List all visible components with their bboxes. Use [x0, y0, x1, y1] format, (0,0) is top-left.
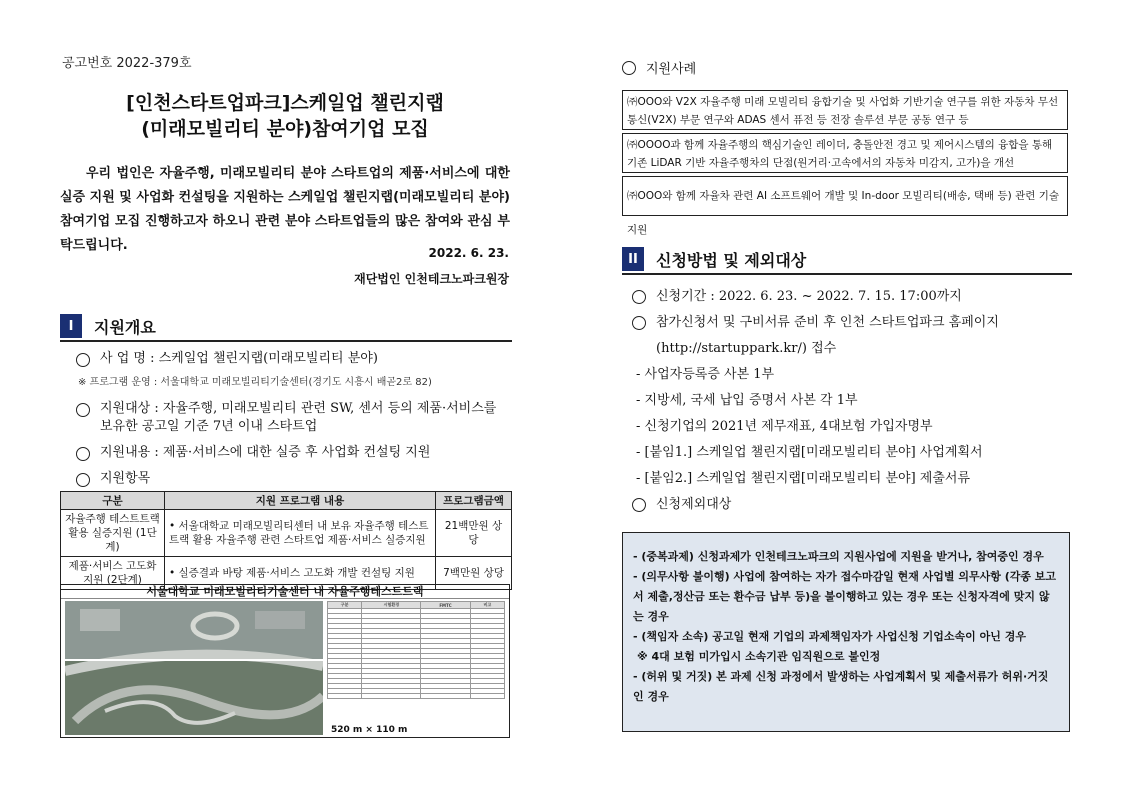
bullet-circle-icon [632, 290, 646, 304]
example-text: ㈜OOO와 함께 자율차 관련 AI 소프트웨어 개발 및 In-door 모빌리티(배송, 택배 등) 관련 기술 지원 [627, 190, 1060, 236]
bullet-circle-icon [76, 473, 90, 487]
section-2-underline [622, 273, 1072, 275]
bullet-circle-icon [76, 447, 90, 461]
table-row [61, 510, 512, 557]
list-item: 신청제외대상 [632, 492, 1072, 518]
intro-text: 우리 법인은 자율주행, 미래모빌리티 분야 스타트업의 제품·서비스에 대한 실증 지원 및 사업화 컨설팅을 지원하는 스케일업 챌린지랩(미래모빌리티 분야)참여기업 모집 진행하고자 하오니 관련 분야 스타트업들의 많은 참여와 관심 부탁드립니다. [60, 166, 510, 253]
table-cell: 7백만원 상당 [436, 557, 512, 590]
table-cell: • 서울대학교 미래모빌리티센터 내 보유 자율주행 테스트 트랙 활용 자율주행 관련 스타트업 제품·서비스 실증지원 [165, 510, 436, 557]
mini-table-header: 구분 [328, 602, 362, 609]
mini-table-header: FMTC [421, 602, 470, 609]
list-item: 지원내용 : 제품·서비스에 대한 실증 후 사업화 컨설팅 지원 [76, 444, 508, 462]
mini-table [327, 601, 505, 699]
example-box [622, 176, 1068, 236]
track-dimension: 520 m × 110 m [331, 725, 408, 735]
bullet-circle-icon [76, 353, 90, 367]
exclusion-item: - (책임자 소속) 공고일 현재 기업의 과제책임자가 사업신청 기업소속이 아닌 경우 [633, 630, 1026, 643]
exclusion-item: - (의무사항 불이행) 사업에 참여하는 자가 접수마감일 현재 사업별 의무사항 (각종 보고서 제출,정산금 또는 환수금 납부 등)을 불이행하고 있는 경우 또는 신청자격에 맞지 않는 경우 [633, 570, 1057, 623]
example-text: ㈜OOO와 V2X 자율주행 미래 모빌리티 융합기술 및 사업화 기반기술 연구를 위한 자동차 무선통신(V2X) 부문 연구와 ADAS 센서 퓨전 등 전장 솔루션 부문 공동 연구 등 [627, 96, 1059, 126]
table-header: 프로그램금액 [436, 492, 512, 510]
section-1-number: I [60, 314, 82, 338]
support-overview-list [76, 350, 508, 488]
example-box [622, 90, 1068, 130]
table-cell: 21백만원 상당 [436, 510, 512, 557]
list-note: ※ 프로그램 운영 : 서울대학교 미래모빌리티기술센터(경기도 시흥시 배곧2로 82) [78, 377, 432, 388]
bullet-circle-icon [632, 498, 646, 512]
section-2-title: 신청방법 및 제외대상 [656, 250, 807, 270]
test-track-figure [60, 584, 510, 738]
doc-item: - 지방세, 국세 납입 증명서 사본 각 1부 [636, 393, 858, 408]
examples-label: 지원사례 [646, 62, 697, 77]
doc-item: - 신청기업의 2021년 제무재표, 4대보험 가입자명부 [636, 419, 933, 434]
support-table [60, 491, 512, 590]
exclusion-item: - (중복과제) 신청과제가 인천테크노파크의 지원사업에 지원을 받거나, 참여중인 경우 [633, 550, 1044, 563]
exclusion-item: - (허위 및 거짓) 본 과제 신청 과정에서 발생하는 사업계획서 및 제출서류가 허위·거짓인 경우 [633, 670, 1049, 703]
page-title-line1: [인천스타트업파크]스케일업 챌린지랩 [126, 92, 444, 114]
table-cell: • 실증결과 바탕 제품·서비스 고도화 개발 컨설팅 지원 [165, 557, 436, 590]
notice-date: 2022. 6. 23. [428, 246, 509, 260]
table-cell: 제품·서비스 고도화 지원 (2단계) [61, 557, 165, 590]
exclusion-box [622, 532, 1070, 732]
list-item: 사 업 명 : 스케일업 챌린지랩(미래모빌리티 분야) [76, 350, 508, 368]
section-2-number: II [622, 247, 644, 271]
table-header: 지원 프로그램 내용 [165, 492, 436, 510]
examples-label-row [622, 58, 696, 77]
example-box [622, 133, 1068, 173]
table-header: 구분 [61, 492, 165, 510]
section-1-title: 지원개요 [94, 317, 156, 337]
table-cell: 자율주행 테스트트랙 활용 실증지원 (1단계) [61, 510, 165, 557]
signer: 재단법인 인천테크노파크원장 [354, 272, 509, 286]
table-header-row [61, 492, 512, 510]
mini-table-header: 시험환경 [362, 602, 421, 609]
example-text: ㈜OOOO과 함께 자율주행의 핵심기술인 레이더, 충돌안전 경고 및 제어시스템의 융합을 통해 기존 LiDAR 기반 자율주행차의 단점(원거리·고속에서의 자동차 미감지, 고가)을 개선 [627, 139, 1053, 169]
page-title-line2: (미래모빌리티 분야)참여기업 모집 [141, 118, 429, 140]
section-1-header [60, 313, 512, 339]
figure-title: 서울대학교 미래모빌리티기술센터 내 자율주행테스트트랙 [61, 585, 509, 599]
bullet-circle-icon [622, 61, 636, 75]
doc-item: - [붙임1.] 스케일업 챌린지랩[미래모빌리티 분야] 사업계획서 [636, 445, 983, 460]
test-track-aerial-photo [65, 601, 323, 735]
doc-item: - [붙임2.] 스케일업 챌린지랩[미래모빌리티 분야] 제출서류 [636, 471, 971, 486]
intro-paragraph [60, 162, 510, 258]
section-1-underline [60, 340, 512, 342]
doc-item: - 사업자등록증 사본 1부 [636, 367, 775, 382]
support-table-wrap [60, 491, 512, 590]
list-item: 참가신청서 및 구비서류 준비 후 인천 스타트업파크 홈페이지(http://startuppark.kr/) 접수 [632, 310, 1072, 362]
apply-info-list [632, 284, 1072, 518]
list-item: 지원대상 : 자율주행, 미래모빌리티 관련 SW, 센서 등의 제품·서비스를 보유한 공고일 기준 7년 이내 스타트업 [76, 400, 508, 436]
test-track-drawing-icon [65, 601, 323, 735]
mini-table-header: 비고 [470, 602, 504, 609]
test-environment-table [327, 601, 505, 721]
notice-number: 공고번호 2022-379호 [62, 56, 192, 71]
list-item: 신청기간 : 2022. 6. 23. ~ 2022. 7. 15. 17:00까지 [632, 284, 1072, 310]
list-item: 지원항목 [76, 470, 508, 488]
bullet-circle-icon [76, 403, 90, 417]
section-2-header [622, 246, 1072, 272]
bullet-circle-icon [632, 316, 646, 330]
exclusion-note: ※ 4대 보험 미가입시 소속기관 임직원으로 불인정 [637, 650, 881, 663]
